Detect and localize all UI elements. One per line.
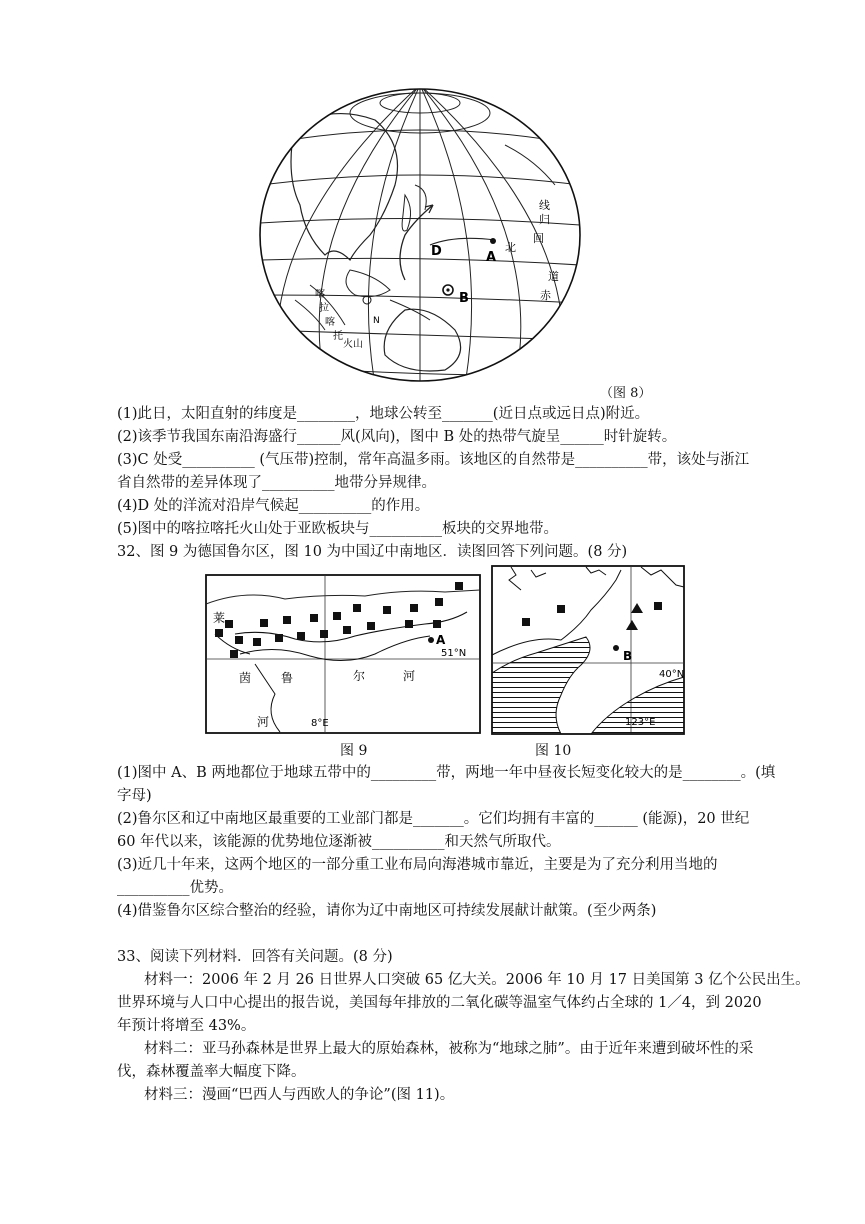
q33-material-1-cont-1: 世界环境与人口中心提出的报告说，美国每年排放的二氧化碳等温室气体约占全球的 1／4，到 2020 — [117, 995, 762, 1011]
q31-item-3: (3)C 处受__________ (气压带)控制，常年高温多雨。该地区的自然带是__________带，该处与浙江 — [117, 452, 750, 468]
point-c-marker — [363, 296, 371, 304]
fig9-label-he2: 河 — [257, 715, 270, 729]
figure-9-ruhr-map — [205, 574, 481, 734]
q32-item-2-cont: 60 年代以来，该能源的优势地位逐渐被__________和天然气所取代。 — [117, 834, 561, 850]
q31-item-5: (5)图中的喀拉喀托火山处于亚欧板块与__________板块的交界地带。 — [117, 521, 559, 537]
q33-material-1-cont-2: 年预计将增至 43%。 — [117, 1018, 256, 1034]
q32-item-2: (2)鲁尔区和辽中南地区最重要的工业部门都是_______。它们均拥有丰富的______ (能源)，20 世纪 — [117, 811, 750, 827]
point-a-marker — [490, 238, 496, 244]
label-gui: 归 — [539, 213, 550, 226]
label-d: D — [431, 244, 442, 259]
fig9-label-er: 尔 — [353, 669, 366, 683]
q32-item-1-cont: 字母) — [117, 788, 152, 804]
figure-8-globe — [255, 85, 585, 390]
label-krakatau-4: 托 — [333, 331, 343, 342]
label-krakatau-1: 喀 — [315, 289, 325, 300]
figure-10-liaoning-map — [491, 565, 685, 735]
q32-item-3: (3)近几十年来，这两个地区的一部分重工业布局向海港城市靠近，主要是为了充分利用当地的 — [117, 857, 718, 873]
fig9-label-lai: 莱 — [213, 611, 226, 625]
q31-item-3-cont: 省自然带的差异体现了__________地带分异规律。 — [117, 475, 436, 491]
label-krakatau-5: 火山 — [343, 339, 363, 350]
figure-10-caption: 图 10 — [535, 743, 572, 759]
fig9-label-lu: 鲁 — [281, 671, 294, 685]
fig10-lon: 123°E — [625, 717, 656, 728]
label-dao: 道 — [548, 270, 559, 283]
fig10-label-b: B — [623, 649, 633, 663]
label-xian: 线 — [539, 199, 550, 212]
cyclone-icon — [443, 285, 453, 295]
q33-material-2-cont: 伐，森林覆盖率大幅度下降。 — [117, 1064, 306, 1080]
figure-9-caption: 图 9 — [340, 743, 368, 759]
q32-item-4: (4)借鉴鲁尔区综合整治的经验，请你为辽中南地区可持续发展献计献策。(至少两条) — [117, 903, 657, 919]
fig9-lat: 51°N — [441, 648, 467, 659]
label-b: B — [459, 291, 469, 306]
fig9-label-yin: 茵 — [239, 671, 252, 685]
label-a: A — [486, 250, 497, 265]
q33-title: 33、阅读下列材料．回答有关问题。(8 分) — [117, 949, 393, 965]
label-krakatau-2: 拉 — [319, 303, 329, 314]
q32-title: 32、图 9 为德国鲁尔区，图 10 为中国辽中南地区．读图回答下列问题。(8 分) — [117, 544, 628, 560]
q31-item-2: (2)该季节我国东南沿海盛行______风(风向)，图中 B 处的热带气旋呈______时针旋转。 — [117, 429, 677, 445]
label-island: N — [373, 316, 380, 326]
label-krakatau-3: 喀 — [325, 317, 335, 328]
label-chi: 赤 — [540, 289, 551, 302]
figure-8-caption: （图 8） — [600, 386, 652, 401]
label-hui: 回 — [533, 232, 544, 245]
q31-item-1: (1)此日，太阳直射的纬度是________，地球公转至_______(近日点或远日点)附近。 — [117, 406, 650, 422]
q31-item-4: (4)D 处的洋流对沿岸气候起__________的作用。 — [117, 498, 430, 514]
q33-material-2: 材料二：亚马孙森林是世界上最大的原始森林，被称为“地球之肺”。由于近年来遭到破坏性的采 — [144, 1041, 754, 1057]
q33-material-3: 材料三：漫画“巴西人与西欧人的争论”(图 11)。 — [144, 1087, 455, 1103]
fig9-lon: 8°E — [311, 718, 329, 729]
fig9-label-a: A — [436, 633, 446, 647]
q32-item-3-cont: __________优势。 — [117, 880, 233, 896]
q32-item-1: (1)图中 A、B 两地都位于地球五带中的_________带，两地一年中昼夜长短变化较大的是________。(填 — [117, 765, 776, 781]
q33-material-1: 材料一：2006 年 2 月 26 日世界人口突破 65 亿大关。2006 年 10 月 17 日美国第 3 亿个公民出生。 — [144, 972, 810, 988]
fig10-lat: 40°N — [659, 669, 685, 680]
label-north: 北 — [505, 241, 516, 254]
fig9-label-he: 河 — [403, 669, 416, 683]
